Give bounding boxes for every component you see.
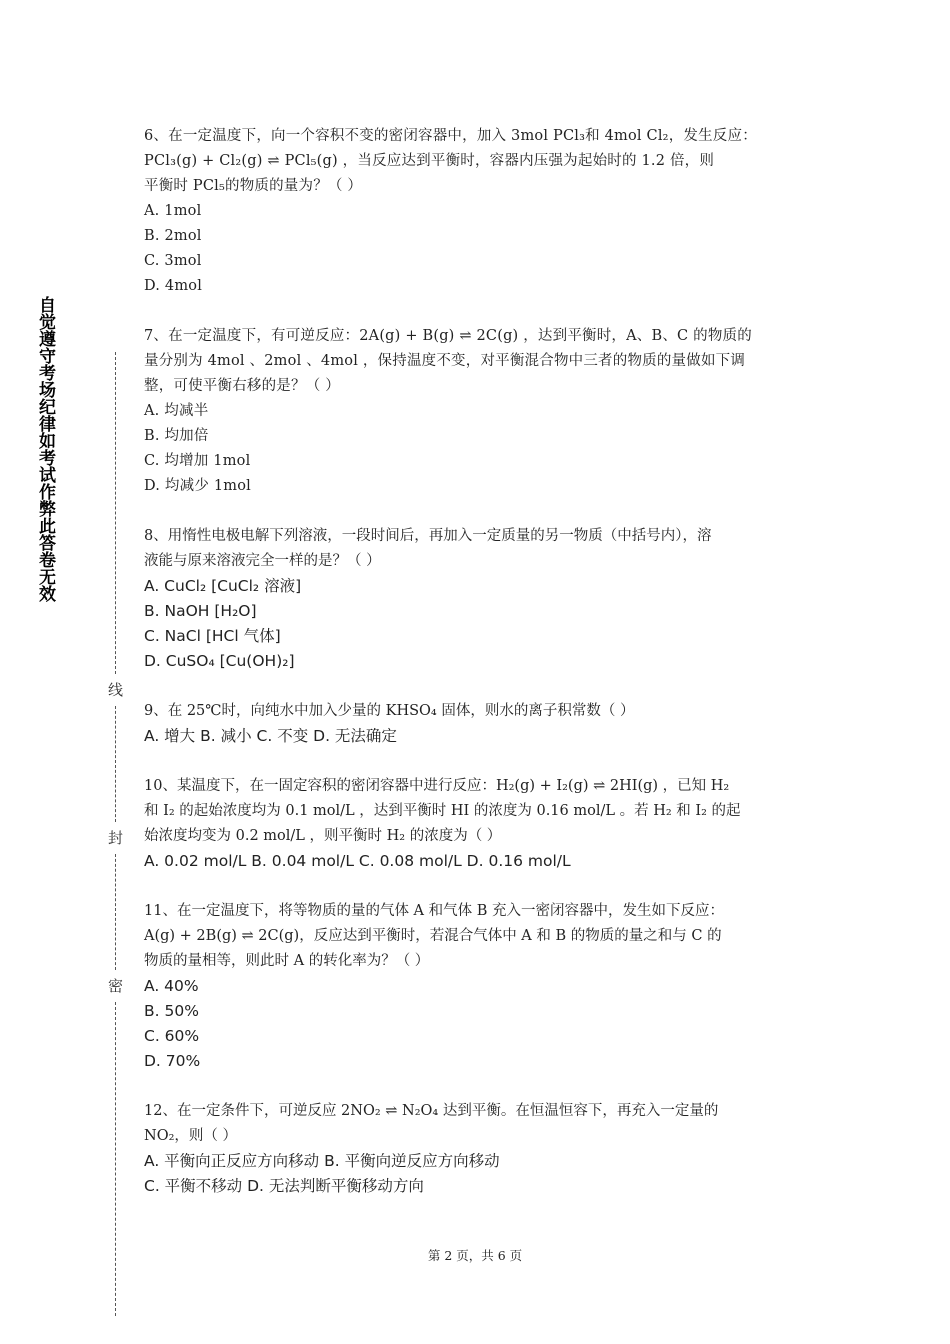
binding-dashed-line-middle-1 xyxy=(115,706,116,822)
option-row: C. 平衡不移动 D. 无法判断平衡移动方向 xyxy=(144,1177,424,1195)
question-12 xyxy=(144,1099,824,1199)
option-c: C. NaCl [HCl 气体] xyxy=(144,627,281,645)
binding-dashed-line-top xyxy=(115,352,116,674)
option-row: A. 增大 B. 减小 C. 不变 D. 无法确定 xyxy=(144,727,397,745)
option-d: D. 4mol xyxy=(144,278,203,294)
question-8 xyxy=(144,524,824,674)
option-a: A. 1mol xyxy=(144,203,202,219)
question-line: 8、用惰性电极电解下列溶液，一段时间后，再加入一定质量的另一物质（中括号内），溶 xyxy=(144,528,712,544)
question-line: PCl₃(g) + Cl₂(g) ⇌ PCl₅(g) ，当反应达到平衡时，容器内压强为起始时的 1.2 倍，则 xyxy=(144,153,715,169)
binding-dashed-line-bottom xyxy=(115,1002,116,1316)
question-line: 物质的量相等，则此时 A 的转化率为？（ ） xyxy=(144,953,430,969)
option-b: B. 2mol xyxy=(144,228,202,244)
question-line: NO₂，则（ ） xyxy=(144,1128,237,1144)
question-line: 11、在一定温度下，将等物质的量的气体 A 和气体 B 充入一密闭容器中，发生如下反应： xyxy=(144,903,725,919)
option-a: A. 40% xyxy=(144,977,199,995)
option-row: A. 0.02 mol/L B. 0.04 mol/L C. 0.08 mol/L D. 0.16 mol/L xyxy=(144,852,571,870)
option-c: C. 均增加 1mol xyxy=(144,453,251,469)
question-line: A(g) + 2B(g) ⇌ 2C(g)，反应达到平衡时，若混合气体中 A 和 B 的物质的量之和与 C 的 xyxy=(144,928,722,944)
question-line: 7、在一定温度下，有可逆反应：2A(g) + B(g) ⇌ 2C(g) ，达到平衡时，A、B、C 的物质的 xyxy=(144,328,752,344)
question-9 xyxy=(144,699,824,749)
option-b: B. NaOH [H₂O] xyxy=(144,602,257,620)
option-a: A. 均减半 xyxy=(144,403,209,419)
binding-dashed-line-middle-2 xyxy=(115,854,116,970)
binding-label-xian: 线 xyxy=(108,681,124,699)
question-line: 6、在一定温度下，向一个容积不变的密闭容器中，加入 3mol PCl₃和 4mol Cl₂，发生反应： xyxy=(144,128,757,144)
question-line: 液能与原来溶液完全一样的是？（ ） xyxy=(144,553,381,569)
question-7 xyxy=(144,324,824,499)
option-d: D. 70% xyxy=(144,1052,201,1070)
question-line: 和 I₂ 的起始浓度均为 0.1 mol/L ，达到平衡时 HI 的浓度为 0.16 mol/L 。若 H₂ 和 I₂ 的起 xyxy=(144,803,741,819)
question-line: 12、在一定条件下，可逆反应 2NO₂ ⇌ N₂O₄ 达到平衡。在恒温恒容下，再充入一定量的 xyxy=(144,1103,719,1119)
binding-label-feng: 封 xyxy=(108,829,124,847)
question-line: 平衡时 PCl₅的物质的量为？（ ） xyxy=(144,178,363,194)
question-10 xyxy=(144,774,824,874)
question-line: 整，可使平衡右移的是？（ ） xyxy=(144,378,340,394)
option-a: A. CuCl₂ [CuCl₂ 溶液] xyxy=(144,577,302,595)
question-line: 9、在 25℃时，向纯水中加入少量的 KHSO₄ 固体，则水的离子积常数（ ） xyxy=(144,703,635,719)
option-row: A. 平衡向正反应方向移动 B. 平衡向逆反应方向移动 xyxy=(144,1152,500,1170)
question-6 xyxy=(144,124,824,299)
exam-discipline-notice: 自觉遵守考场纪律如考试作弊此答卷无效 xyxy=(35,296,55,602)
question-list xyxy=(144,124,824,1224)
option-d: D. CuSO₄ [Cu(OH)₂] xyxy=(144,652,295,670)
question-11 xyxy=(144,899,824,1074)
option-c: C. 3mol xyxy=(144,253,202,269)
option-b: B. 50% xyxy=(144,1002,199,1020)
option-b: B. 均加倍 xyxy=(144,428,209,444)
page-number: 第 2 页，共 6 页 xyxy=(427,1248,523,1263)
question-line: 10、某温度下，在一固定容积的密闭容器中进行反应：H₂(g) + I₂(g) ⇌ 2HI(g) ，已知 H₂ xyxy=(144,778,730,794)
option-d: D. 均减少 1mol xyxy=(144,478,251,494)
question-line: 始浓度均变为 0.2 mol/L ，则平衡时 H₂ 的浓度为（ ） xyxy=(144,828,502,844)
question-line: 量分别为 4mol 、2mol 、4mol ，保持温度不变，对平衡混合物中三者的物质的量做如下调 xyxy=(144,353,746,369)
binding-label-mi: 密 xyxy=(108,977,124,995)
option-c: C. 60% xyxy=(144,1027,200,1045)
